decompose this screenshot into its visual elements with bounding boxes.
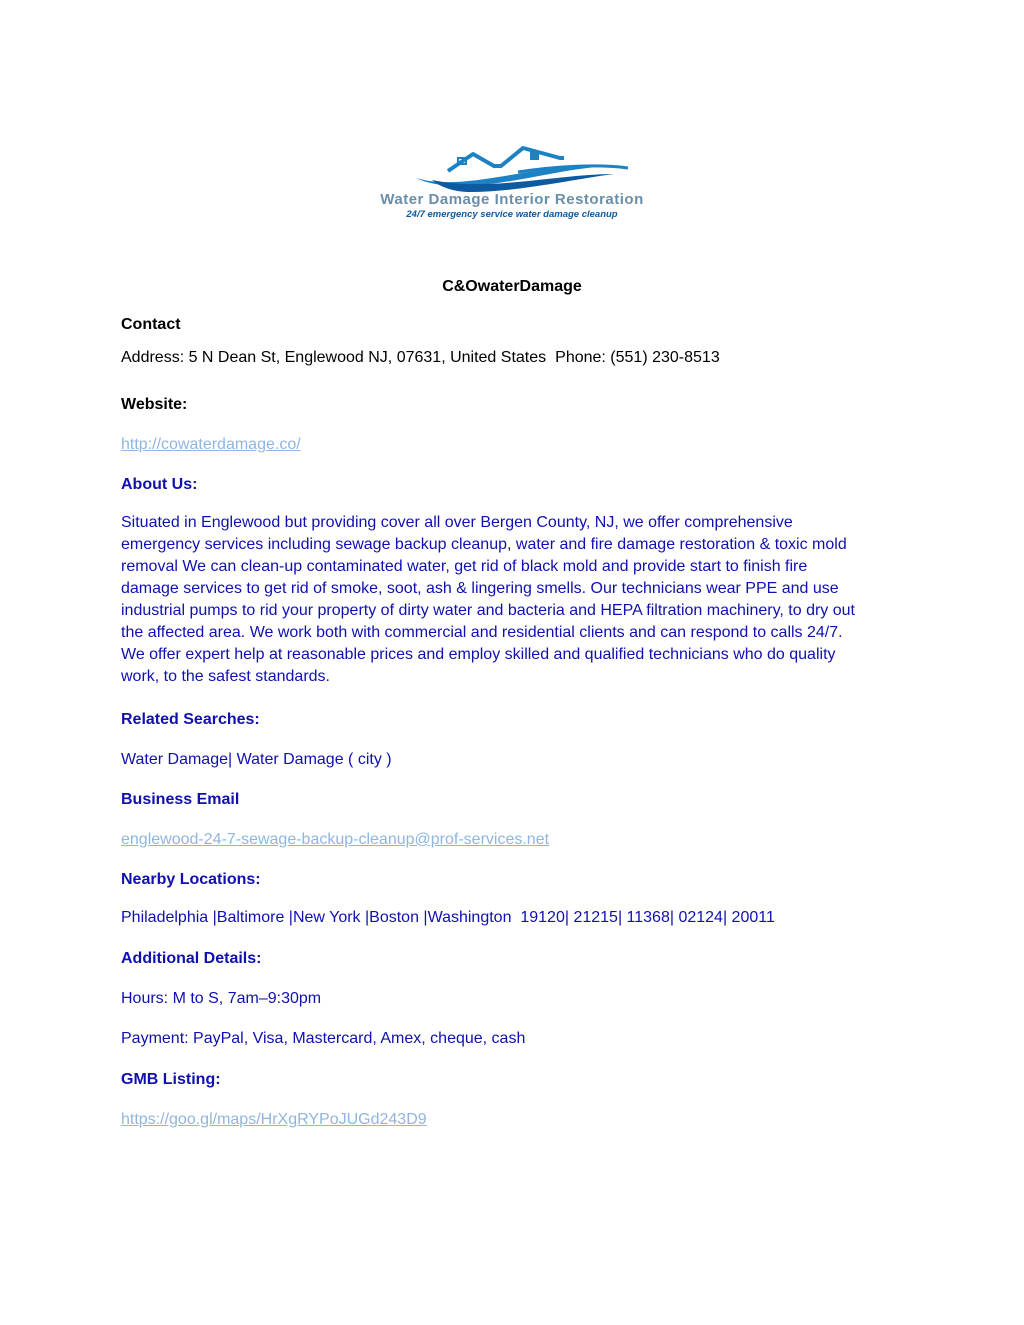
business-email-link[interactable]: englewood-24-7-sewage-backup-cleanup@prof-services.net [121,831,550,848]
contact-info [121,347,720,369]
about-line: the affected area. We work both with commercial and residential clients and can respond to calls 24/7. [121,624,843,641]
address-text: Address: 5 N Dean St, Englewood NJ, 07631, United States [121,349,547,366]
about-line: Situated in Englewood but providing cover all over Bergen County, NJ, we offer comprehensive [121,514,793,531]
phone-text: Phone: (551) 230-8513 [555,349,720,366]
about-paragraph [121,512,911,688]
logo-title: Water Damage Interior Restoration [380,191,644,208]
logo-tagline: 24/7 emergency service water damage cleanup [406,209,618,220]
related-heading: Related Searches: [121,711,260,728]
email-heading: Business Email [121,791,240,808]
gmb-link[interactable]: https://goo.gl/maps/HrXgRYPoJUGd243D9 [121,1111,427,1128]
about-line: We offer expert help at reasonable prices and employ skilled and qualified technicians who do quality [121,646,836,663]
company-logo [298,136,726,232]
about-line: industrial pumps to rid your property of dirty water and bacteria and HEPA filtration machinery, to dry out [121,602,855,619]
website-heading: Website: [121,396,188,413]
hours-text: Hours: M to S, 7am–9:30pm [121,990,322,1007]
details-heading: Additional Details: [121,950,262,967]
about-heading: About Us: [121,476,198,493]
nearby-heading: Nearby Locations: [121,871,261,888]
about-line: damage services to get rid of smoke, soot, ash & lingering smells. Our technicians wear PPE and use [121,580,839,597]
company-name: C&OwaterDamage [442,278,582,295]
contact-heading: Contact [121,316,181,333]
website-link[interactable]: http://cowaterdamage.co/ [121,436,301,453]
nearby-locations-text: Philadelphia |Baltimore |New York |Boston |Washington 19120| 21215| 11368| 02124| 20011 [121,909,775,926]
about-line: removal We can clean-up contaminated water, get rid of black mold and provide start to finish fire [121,558,808,575]
gmb-heading: GMB Listing: [121,1071,221,1088]
about-line: emergency services including sewage backup cleanup, water and fire damage restoration & toxic mold [121,536,847,553]
payment-text: Payment: PayPal, Visa, Mastercard, Amex, cheque, cash [121,1030,526,1047]
related-searches-text: Water Damage| Water Damage ( city ) [121,751,392,768]
about-line: work, to the safest standards. [121,668,330,685]
